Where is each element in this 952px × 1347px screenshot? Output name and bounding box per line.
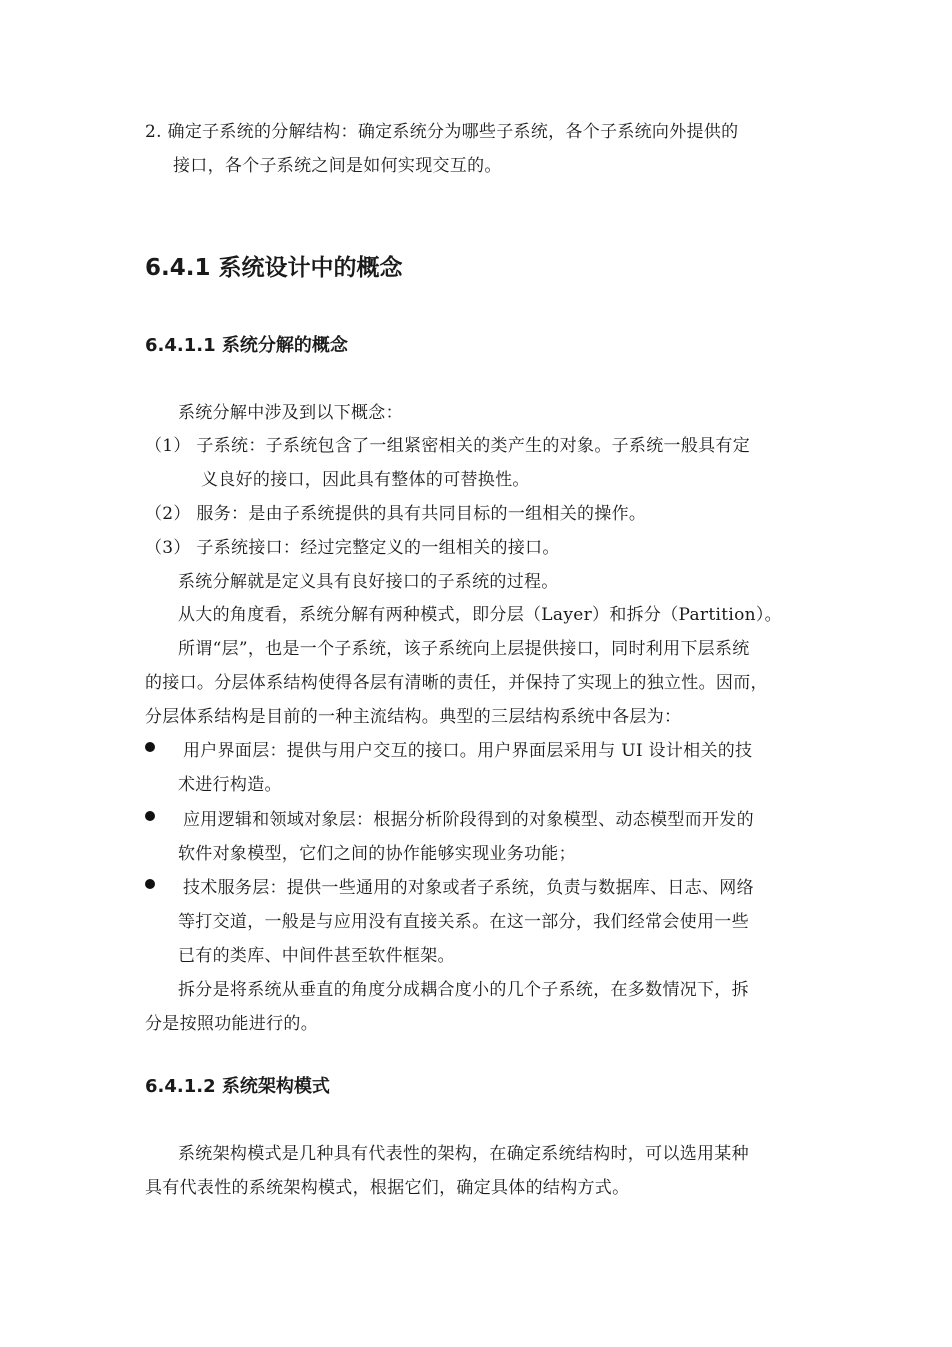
intro-item-2-line-2: 接口，各个子系统之间是如何实现交互的。 xyxy=(173,156,502,176)
section-heading-6-4-1-1: 6.4.1.1 系统分解的概念 xyxy=(145,335,348,356)
concept-item-1-line-1: （1） 子系统：子系统包含了一组紧密相关的类产生的对象。子系统一般具有定 xyxy=(145,436,751,456)
paragraph-decomposition-definition: 系统分解就是定义具有良好接口的子系统的过程。 xyxy=(178,572,559,592)
section-heading-6-4-1-2: 6.4.1.2 系统架构模式 xyxy=(145,1076,330,1097)
paragraph-layer-line-1: 所谓“层”，也是一个子系统，该子系统向上层提供接口，同时利用下层系统 xyxy=(178,639,750,659)
bullet-icon xyxy=(145,879,155,889)
paragraph-architecture-line-2: 具有代表性的系统架构模式，根据它们，确定具体的结构方式。 xyxy=(145,1178,630,1198)
concept-item-2: （2） 服务：是由子系统提供的具有共同目标的一组相关的操作。 xyxy=(145,504,647,524)
bullet-ui-layer-line-1: 用户界面层：提供与用户交互的接口。用户界面层采用与 UI 设计相关的技 xyxy=(183,741,753,761)
bullet-tech-layer-line-2: 等打交道，一般是与应用没有直接关系。在这一部分，我们经常会使用一些 xyxy=(178,912,749,932)
bullet-tech-layer-line-1: 技术服务层：提供一些通用的对象或者子系统，负责与数据库、日志、网络 xyxy=(183,878,754,898)
bullet-logic-layer-line-1: 应用逻辑和领域对象层：根据分析阶段得到的对象模型、动态模型而开发的 xyxy=(183,810,754,830)
paragraph-layer-line-3: 分层体系结构是目前的一种主流结构。典型的三层结构系统中各层为： xyxy=(145,707,682,727)
paragraph-two-modes: 从大的角度看，系统分解有两种模式，即分层（Layer）和拆分（Partition）。 xyxy=(178,605,782,625)
intro-item-2-line-1: 2. 确定子系统的分解结构：确定系统分为哪些子系统，各个子系统向外提供的 xyxy=(145,122,739,142)
paragraph-architecture-line-1: 系统架构模式是几种具有代表性的架构，在确定系统结构时，可以选用某种 xyxy=(178,1144,749,1164)
paragraph-partition-line-2: 分是按照功能进行的。 xyxy=(145,1014,318,1034)
concept-item-3: （3） 子系统接口：经过完整定义的一组相关的接口。 xyxy=(145,538,560,558)
bullet-tech-layer-line-3: 已有的类库、中间件甚至软件框架。 xyxy=(178,946,455,966)
section-heading-6-4-1: 6.4.1 系统设计中的概念 xyxy=(145,255,403,281)
paragraph-layer-line-2: 的接口。分层体系结构使得各层有清晰的责任，并保持了实现上的独立性。因而， xyxy=(145,673,768,693)
decomposition-lead: 系统分解中涉及到以下概念： xyxy=(178,403,403,423)
bullet-icon xyxy=(145,742,155,752)
bullet-ui-layer-line-2: 术进行构造。 xyxy=(178,775,282,795)
bullet-logic-layer-line-2: 软件对象模型，它们之间的协作能够实现业务功能； xyxy=(178,844,576,864)
bullet-icon xyxy=(145,811,155,821)
paragraph-partition-line-1: 拆分是将系统从垂直的角度分成耦合度小的几个子系统，在多数情况下，拆 xyxy=(178,980,749,1000)
concept-item-1-line-2: 义良好的接口，因此具有整体的可替换性。 xyxy=(201,470,530,490)
